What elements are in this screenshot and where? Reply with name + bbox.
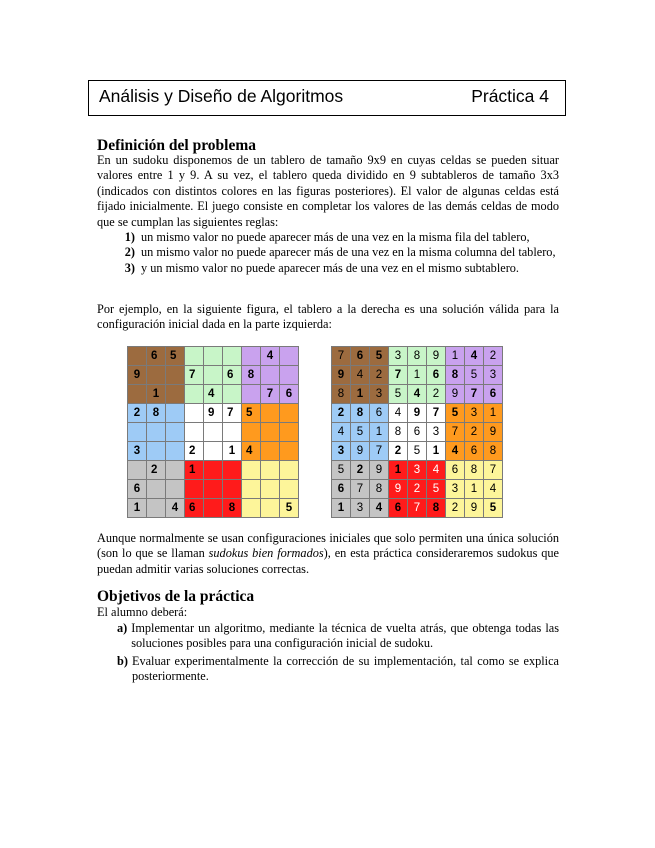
sudoku-cell: 6 xyxy=(370,404,388,422)
sudoku-cell: 6 xyxy=(128,480,146,498)
sudoku-cell: 8 xyxy=(147,404,165,422)
sudoku-cell xyxy=(223,461,241,479)
sudoku-cell: 6 xyxy=(484,385,502,403)
sudoku-cell: 7 xyxy=(332,347,350,365)
sudoku-cell: 2 xyxy=(408,480,426,498)
sudoku-cell xyxy=(223,385,241,403)
sudoku-cell: 4 xyxy=(389,404,407,422)
sudoku-cell: 2 xyxy=(147,461,165,479)
sudoku-cell xyxy=(242,385,260,403)
sudoku-cell: 5 xyxy=(408,442,426,460)
sudoku-cell xyxy=(204,480,222,498)
rule-text: un mismo valor no puede aparecer más de una vez en la misma fila del tablero, xyxy=(141,230,530,244)
page-header xyxy=(88,80,566,116)
sudoku-cell: 3 xyxy=(446,480,464,498)
sudoku-cell: 7 xyxy=(427,404,445,422)
sudoku-cell: 1 xyxy=(185,461,203,479)
sudoku-cell: 1 xyxy=(147,385,165,403)
sudoku-cell: 3 xyxy=(370,385,388,403)
sudoku-cell: 3 xyxy=(332,442,350,460)
sudoku-cell: 4 xyxy=(484,480,502,498)
sudoku-cell: 7 xyxy=(446,423,464,441)
wellformed-paragraph xyxy=(97,531,559,577)
objective-item xyxy=(97,621,559,652)
sudoku-cell xyxy=(261,461,279,479)
sudoku-cell: 5 xyxy=(370,347,388,365)
sudoku-cell xyxy=(185,347,203,365)
sudoku-cell xyxy=(242,499,260,517)
sudoku-cell: 1 xyxy=(408,366,426,384)
sudoku-cell xyxy=(261,423,279,441)
sudoku-cell: 2 xyxy=(332,404,350,422)
sudoku-cell xyxy=(147,442,165,460)
problem-definition-paragraph: En un sudoku disponemos de un tablero de tamaño 9x9 en cuyas celdas se pueden situar valores entre 1 y 9. A su vez, el tablero queda dividido en 9 subtableros de tamaño 3x3 (indicados con distintos colores en las figuras posteriores). El valor de algunas celdas está fijado inicialmente. El juego consiste en completar los valores de las demás celdas de modo que se cumplan las siguientes reglas: xyxy=(97,153,559,229)
sudoku-cell: 6 xyxy=(446,461,464,479)
sudoku-cell: 9 xyxy=(389,480,407,498)
sudoku-cell: 6 xyxy=(332,480,350,498)
sudoku-cell: 5 xyxy=(484,499,502,517)
objectives-heading: Objetivos de la práctica xyxy=(97,588,255,605)
sudoku-cell xyxy=(242,423,260,441)
sudoku-cell: 2 xyxy=(370,366,388,384)
sudoku-cell xyxy=(280,480,298,498)
sudoku-cell: 6 xyxy=(465,442,483,460)
sudoku-cell: 8 xyxy=(351,404,369,422)
sudoku-cell: 6 xyxy=(351,347,369,365)
sudoku-cell xyxy=(280,347,298,365)
sudoku-cell: 8 xyxy=(484,442,502,460)
sudoku-cell xyxy=(280,442,298,460)
sudoku-solution-board xyxy=(331,346,503,518)
sudoku-cell xyxy=(128,461,146,479)
sudoku-cell xyxy=(128,385,146,403)
sudoku-cell: 4 xyxy=(408,385,426,403)
sudoku-cell xyxy=(185,404,203,422)
sudoku-cell: 6 xyxy=(280,385,298,403)
objective-text: Evaluar experimentalmente la corrección de su implementación, tal como se explica posteriormente. xyxy=(131,653,559,684)
sudoku-cell xyxy=(166,442,184,460)
sudoku-cell: 9 xyxy=(446,385,464,403)
sudoku-cell: 8 xyxy=(389,423,407,441)
sudoku-cell xyxy=(204,442,222,460)
sudoku-cell: 7 xyxy=(408,499,426,517)
sudoku-cell: 6 xyxy=(147,347,165,365)
sudoku-cell: 1 xyxy=(351,385,369,403)
sudoku-cell: 4 xyxy=(261,347,279,365)
sudoku-cell: 7 xyxy=(465,385,483,403)
sudoku-cell xyxy=(280,366,298,384)
sudoku-cell: 2 xyxy=(389,442,407,460)
sudoku-cell: 7 xyxy=(261,385,279,403)
sudoku-cell xyxy=(204,347,222,365)
sudoku-cell: 9 xyxy=(484,423,502,441)
sudoku-cell xyxy=(261,480,279,498)
sudoku-cell: 4 xyxy=(166,499,184,517)
sudoku-cell xyxy=(204,499,222,517)
sudoku-cell: 2 xyxy=(128,404,146,422)
rule-text: un mismo valor no puede aparecer más de una vez en la misma columna del tablero, xyxy=(141,245,556,260)
sudoku-cell xyxy=(242,480,260,498)
sudoku-cell xyxy=(242,347,260,365)
sudoku-cell: 6 xyxy=(389,499,407,517)
sudoku-cell: 4 xyxy=(446,442,464,460)
sudoku-cell xyxy=(204,423,222,441)
rules-list xyxy=(97,230,559,276)
problem-definition-heading: Definición del problema xyxy=(97,137,257,154)
sudoku-cell: 7 xyxy=(370,442,388,460)
wellformed-term: sudokus bien formados xyxy=(208,546,324,561)
sudoku-initial-board xyxy=(127,346,299,518)
sudoku-cell: 5 xyxy=(427,480,445,498)
sudoku-cell: 5 xyxy=(465,366,483,384)
sudoku-cell: 8 xyxy=(446,366,464,384)
sudoku-cell: 1 xyxy=(427,442,445,460)
sudoku-cell xyxy=(280,423,298,441)
sudoku-cell: 4 xyxy=(332,423,350,441)
rule-number: 3) xyxy=(124,260,135,275)
sudoku-cell: 3 xyxy=(484,366,502,384)
sudoku-cell: 2 xyxy=(351,461,369,479)
sudoku-cell xyxy=(280,461,298,479)
sudoku-cell xyxy=(185,480,203,498)
sudoku-cell xyxy=(280,404,298,422)
sudoku-cell xyxy=(166,423,184,441)
sudoku-cell: 7 xyxy=(185,366,203,384)
sudoku-cell: 9 xyxy=(332,366,350,384)
sudoku-cell: 8 xyxy=(427,499,445,517)
sudoku-cell: 6 xyxy=(223,366,241,384)
sudoku-cell xyxy=(166,480,184,498)
sudoku-cell: 8 xyxy=(370,480,388,498)
sudoku-cell: 7 xyxy=(484,461,502,479)
sudoku-cell: 6 xyxy=(408,423,426,441)
sudoku-cell: 5 xyxy=(332,461,350,479)
sudoku-cell: 6 xyxy=(185,499,203,517)
sudoku-cell xyxy=(166,366,184,384)
sudoku-cell xyxy=(261,442,279,460)
sudoku-cell: 3 xyxy=(128,442,146,460)
sudoku-cell: 4 xyxy=(427,461,445,479)
sudoku-cell xyxy=(166,404,184,422)
sudoku-cell: 5 xyxy=(280,499,298,517)
sudoku-cell xyxy=(242,461,260,479)
sudoku-cell: 8 xyxy=(408,347,426,365)
sudoku-cell: 3 xyxy=(408,461,426,479)
sudoku-cell: 7 xyxy=(223,404,241,422)
sudoku-cell: 1 xyxy=(446,347,464,365)
sudoku-cell xyxy=(223,423,241,441)
objectives-intro: El alumno deberá: xyxy=(97,605,188,619)
sudoku-cell: 1 xyxy=(223,442,241,460)
sudoku-cell xyxy=(147,480,165,498)
sudoku-cell: 9 xyxy=(204,404,222,422)
sudoku-cell: 6 xyxy=(427,366,445,384)
sudoku-cell: 9 xyxy=(427,347,445,365)
sudoku-cell xyxy=(204,461,222,479)
sudoku-cell: 1 xyxy=(484,404,502,422)
sudoku-cell: 7 xyxy=(389,366,407,384)
sudoku-cell xyxy=(261,404,279,422)
sudoku-cell: 4 xyxy=(242,442,260,460)
rule-item xyxy=(97,245,559,260)
sudoku-cell xyxy=(147,366,165,384)
sudoku-cell xyxy=(147,499,165,517)
sudoku-cell: 3 xyxy=(427,423,445,441)
sudoku-cell: 9 xyxy=(408,404,426,422)
objective-text: Implementar un algoritmo, mediante la técnica de vuelta atrás, que obtenga todas las soluciones posibles para una configuración inicial de sudoku. xyxy=(131,621,559,651)
sudoku-cell: 8 xyxy=(332,385,350,403)
sudoku-cell: 5 xyxy=(351,423,369,441)
sudoku-cell: 3 xyxy=(389,347,407,365)
sudoku-cell xyxy=(166,461,184,479)
sudoku-cell: 1 xyxy=(332,499,350,517)
rule-item xyxy=(97,230,559,245)
sudoku-cell: 1 xyxy=(128,499,146,517)
objective-letter: a) xyxy=(117,621,128,635)
course-title: Análisis y Diseño de Algoritmos xyxy=(99,86,344,106)
sudoku-cell: 4 xyxy=(370,499,388,517)
sudoku-cell: 2 xyxy=(185,442,203,460)
sudoku-cell: 8 xyxy=(242,366,260,384)
sudoku-cell: 9 xyxy=(351,442,369,460)
sudoku-cell: 9 xyxy=(128,366,146,384)
objectives-list xyxy=(97,621,559,685)
sudoku-cell: 1 xyxy=(370,423,388,441)
sudoku-cell xyxy=(204,366,222,384)
sudoku-cell xyxy=(166,385,184,403)
sudoku-cell: 5 xyxy=(389,385,407,403)
objective-item xyxy=(97,654,559,685)
sudoku-cell xyxy=(185,423,203,441)
practice-number: Práctica 4 xyxy=(471,86,549,106)
sudoku-cell xyxy=(261,366,279,384)
rule-text: y un mismo valor no puede aparecer más de una vez en el mismo subtablero. xyxy=(141,260,520,275)
wellformed-text-start: Aunque normalmente se usan configuraciones iniciales que solo permiten una única solución (son lo que se llaman xyxy=(97,531,559,561)
sudoku-cell: 1 xyxy=(465,480,483,498)
sudoku-cell: 9 xyxy=(465,499,483,517)
sudoku-cell: 5 xyxy=(446,404,464,422)
sudoku-cell xyxy=(147,423,165,441)
sudoku-cell: 4 xyxy=(351,366,369,384)
sudoku-cell xyxy=(185,385,203,403)
sudoku-cell: 7 xyxy=(351,480,369,498)
wellformed-text-end: ), en esta práctica consideraremos sudokus que puedan admitir varias soluciones correctas. xyxy=(97,546,559,576)
sudoku-cell xyxy=(128,423,146,441)
sudoku-cell: 3 xyxy=(465,404,483,422)
rule-number: 2) xyxy=(124,245,135,260)
sudoku-cell xyxy=(261,499,279,517)
sudoku-cell: 3 xyxy=(351,499,369,517)
example-paragraph: Por ejemplo, en la siguiente figura, el tablero a la derecha es una solución válida para la configuración inicial dada en la parte izquierda: xyxy=(97,302,559,332)
rule-item xyxy=(97,261,559,276)
sudoku-cell xyxy=(223,480,241,498)
sudoku-cell xyxy=(128,347,146,365)
sudoku-cell: 9 xyxy=(370,461,388,479)
sudoku-cell: 8 xyxy=(223,499,241,517)
sudoku-cell: 1 xyxy=(389,461,407,479)
sudoku-cell: 2 xyxy=(465,423,483,441)
sudoku-cell: 2 xyxy=(427,385,445,403)
sudoku-cell xyxy=(223,347,241,365)
sudoku-cell: 2 xyxy=(484,347,502,365)
objective-letter: b) xyxy=(117,653,128,668)
sudoku-cell: 5 xyxy=(242,404,260,422)
rule-number: 1) xyxy=(124,230,135,244)
sudoku-cell: 2 xyxy=(446,499,464,517)
sudoku-cell: 5 xyxy=(166,347,184,365)
sudoku-cell: 4 xyxy=(465,347,483,365)
sudoku-cell: 8 xyxy=(465,461,483,479)
sudoku-cell: 4 xyxy=(204,385,222,403)
